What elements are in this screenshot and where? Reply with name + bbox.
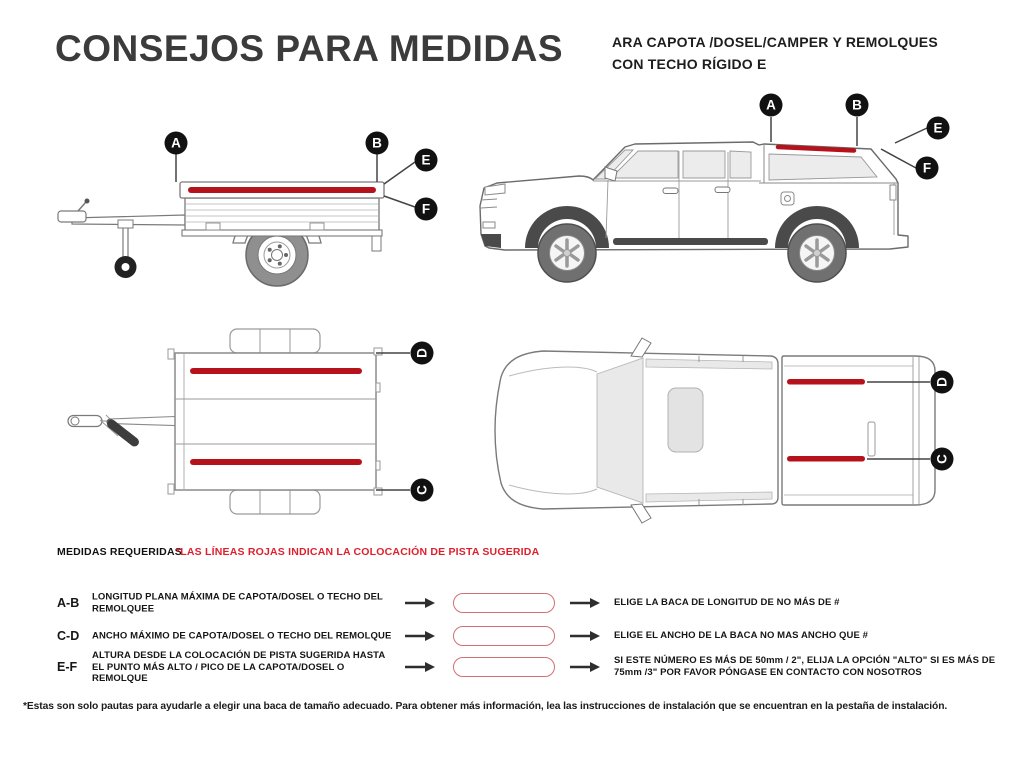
- truck-top-view-diagram: [485, 328, 965, 533]
- marker-d-label: D: [414, 348, 430, 358]
- taillight: [890, 185, 896, 200]
- page-subtitle: [612, 31, 938, 75]
- door-handle: [663, 188, 678, 194]
- marker-d-label: D: [934, 377, 950, 387]
- range-label-cd: C-D: [57, 629, 80, 643]
- measurement-input-field[interactable]: [453, 657, 555, 677]
- measure-description: ANCHO MÁXIMO DE CAPOTA/DOSEL O TECHO DEL REMOLQUE: [92, 630, 392, 642]
- measure-instruction: SI ESTE NÚMERO ES MÁS DE 50mm / 2", ELIJA LA OPCIÓN "ALTO" SI ES MÁS DE 75mm /3" POR FAVOR PÓNGASE EN CONTACTO CON NOSOTROS: [614, 655, 996, 678]
- measure-description: ALTURA DESDE LA COLOCACIÓN DE PISTA SUGERIDA HASTA EL PUNTO MÁS ALTO / PICO DE LA CAPOTA/DOSEL O REMOLQUE: [92, 649, 385, 684]
- footnote: *Estas son solo pautas para ayudarle a elegir una baca de tamaño adecuado. Para obtener más información, lea las instrucciones de instalación que se encuentran en la pestaña de instalación.: [23, 701, 948, 712]
- marker-b-label: B: [852, 97, 862, 113]
- subtitle-line-2: CON TECHO RÍGIDO E: [612, 56, 767, 72]
- headlight: [485, 184, 505, 195]
- trailer-coupler: [58, 211, 86, 222]
- range-label-ef: E-F: [57, 660, 78, 674]
- arrow-right-icon: [405, 630, 435, 642]
- range-label-ab: A-B: [57, 596, 80, 610]
- trailer-top-view-diagram: [58, 323, 438, 535]
- marker-f-label: F: [922, 160, 932, 176]
- suggested-track-line: [190, 368, 362, 374]
- sunroof: [668, 388, 703, 452]
- suggested-track-line: [188, 187, 376, 193]
- measure-description: LONGITUD PLANA MÁXIMA DE CAPOTA/DOSEL O TECHO DEL REMOLQUEE: [92, 591, 383, 614]
- marker-c-label: C: [934, 454, 950, 464]
- arrow-right-icon: [570, 630, 600, 642]
- measurement-input-field[interactable]: [453, 593, 555, 613]
- subtitle-line-1: ARA CAPOTA /DOSEL/CAMPER Y REMOLQUES: [612, 34, 938, 50]
- arrow-right-icon: [570, 661, 600, 673]
- measure-instruction: ELIGE EL ANCHO DE LA BACA NO MAS ANCHO QUE #: [614, 630, 869, 641]
- page-title: CONSEJOS PARA MEDIDAS: [55, 28, 564, 69]
- marker-b-label: B: [372, 135, 382, 151]
- measures-section-title: MEDIDAS REQUERIDAS: [57, 546, 182, 558]
- fuel-door: [781, 192, 794, 205]
- suggested-track-line: [787, 379, 865, 385]
- marker-a-label: A: [766, 97, 776, 113]
- marker-e-label: E: [933, 120, 943, 136]
- measure-row-cd: [0, 621, 1024, 651]
- suggested-track-line: [787, 456, 865, 462]
- arrow-right-icon: [405, 597, 435, 609]
- arrow-right-icon: [570, 597, 600, 609]
- measure-row-ef: [0, 649, 1024, 685]
- marker-e-label: E: [421, 152, 431, 168]
- canopy-window: [769, 154, 877, 180]
- trailer-side-view-diagram: [30, 110, 460, 320]
- measure-instruction: ELIGE LA BACA DE LONGITUD DE NO MÁS DE #: [614, 597, 840, 608]
- marker-c-label: C: [414, 485, 430, 495]
- arrow-right-icon: [405, 661, 435, 673]
- door-handle: [715, 187, 730, 193]
- measure-row-ab: [0, 586, 1024, 620]
- marker-a-label: A: [171, 135, 181, 151]
- red-lines-note: *LAS LÍNEAS ROJAS INDICAN LA COLOCACIÓN DE PISTA SUGERIDA: [176, 546, 540, 558]
- suggested-track-line: [190, 459, 362, 465]
- truck-side-view-diagram: [475, 88, 975, 303]
- bed-divider: [868, 422, 875, 456]
- measurement-input-field[interactable]: [453, 626, 555, 646]
- rocker-panel: [613, 238, 768, 245]
- truck-rear-wheel: [788, 224, 846, 282]
- marker-f-label: F: [421, 201, 431, 217]
- truck-front-wheel: [538, 224, 596, 282]
- windshield: [597, 358, 643, 503]
